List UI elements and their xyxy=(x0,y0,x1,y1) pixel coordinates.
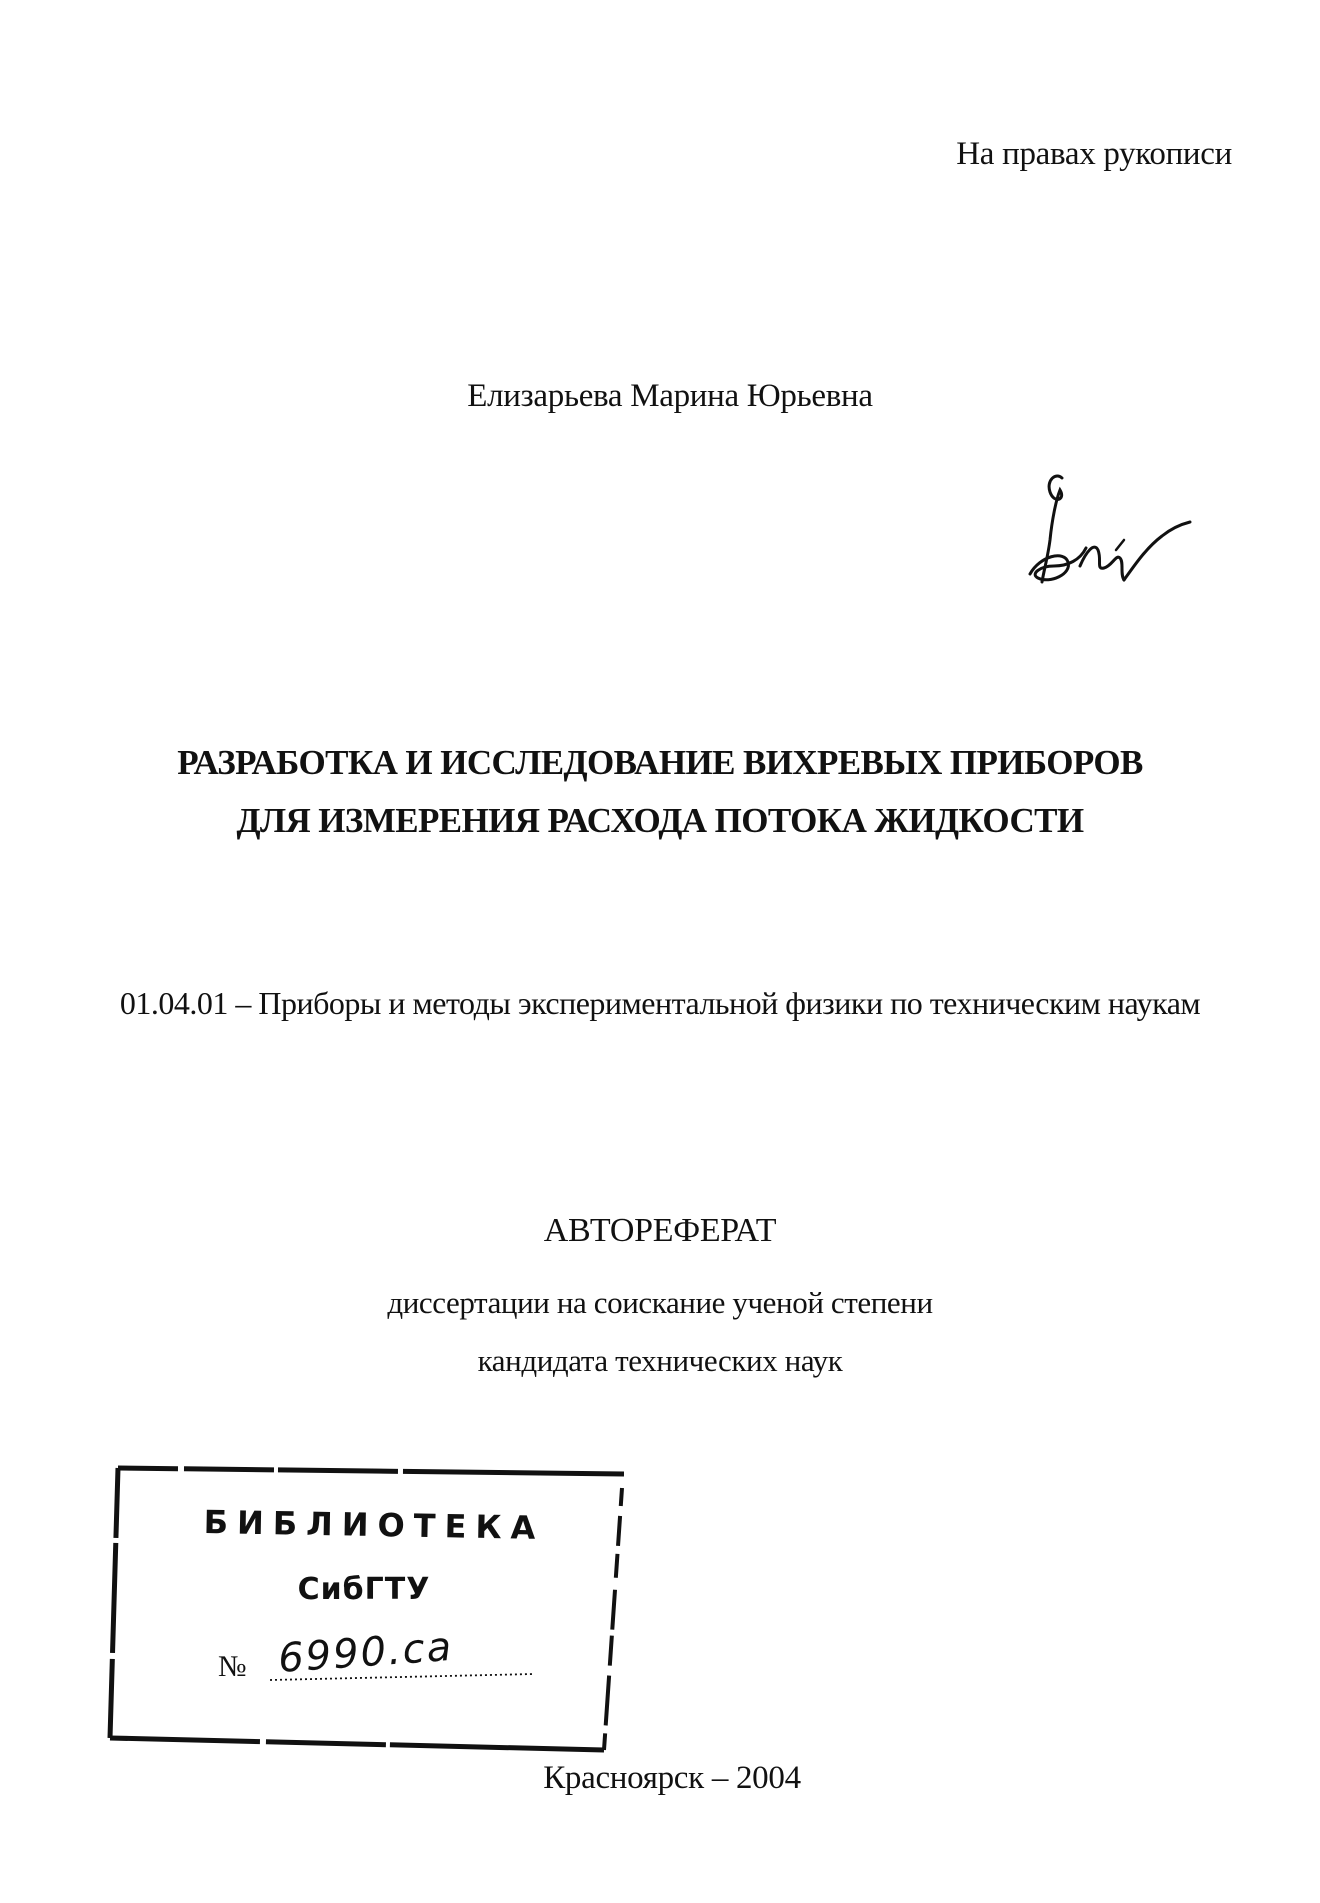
degree-description xyxy=(0,1274,1320,1390)
stamp-number-label: № xyxy=(218,1650,247,1683)
dissertation-title xyxy=(0,734,1320,850)
title-line-1: РАЗРАБОТКА И ИССЛЕДОВАНИЕ ВИХРЕВЫХ ПРИБОРОВ xyxy=(177,743,1143,782)
specialty-code: 01.04.01 – Приборы и методы экспериментальной физики по техническим наукам xyxy=(119,985,1201,1021)
library-stamp xyxy=(104,1448,624,1756)
degree-line-2: кандидата технических наук xyxy=(477,1343,843,1378)
title-line-2: ДЛЯ ИЗМЕРЕНИЯ РАСХОДА ПОТОКА ЖИДКОСТИ xyxy=(236,801,1084,840)
stamp-organization: СибГТУ xyxy=(297,1572,431,1607)
stamp-library-label: БИБЛИОТЕКА xyxy=(203,1503,545,1547)
handwritten-signature xyxy=(1020,470,1200,600)
degree-line-1: диссертации на соискание ученой степени xyxy=(387,1285,933,1320)
manuscript-note: На правах рукописи xyxy=(956,136,1232,172)
document-type: АВТОРЕФЕРАТ xyxy=(543,1212,777,1249)
place-and-year: Красноярск – 2004 xyxy=(543,1760,801,1796)
author-name: Елизарьева Марина Юрьевна xyxy=(467,378,873,414)
stamp-number-value: 6990.ca xyxy=(276,1623,455,1682)
